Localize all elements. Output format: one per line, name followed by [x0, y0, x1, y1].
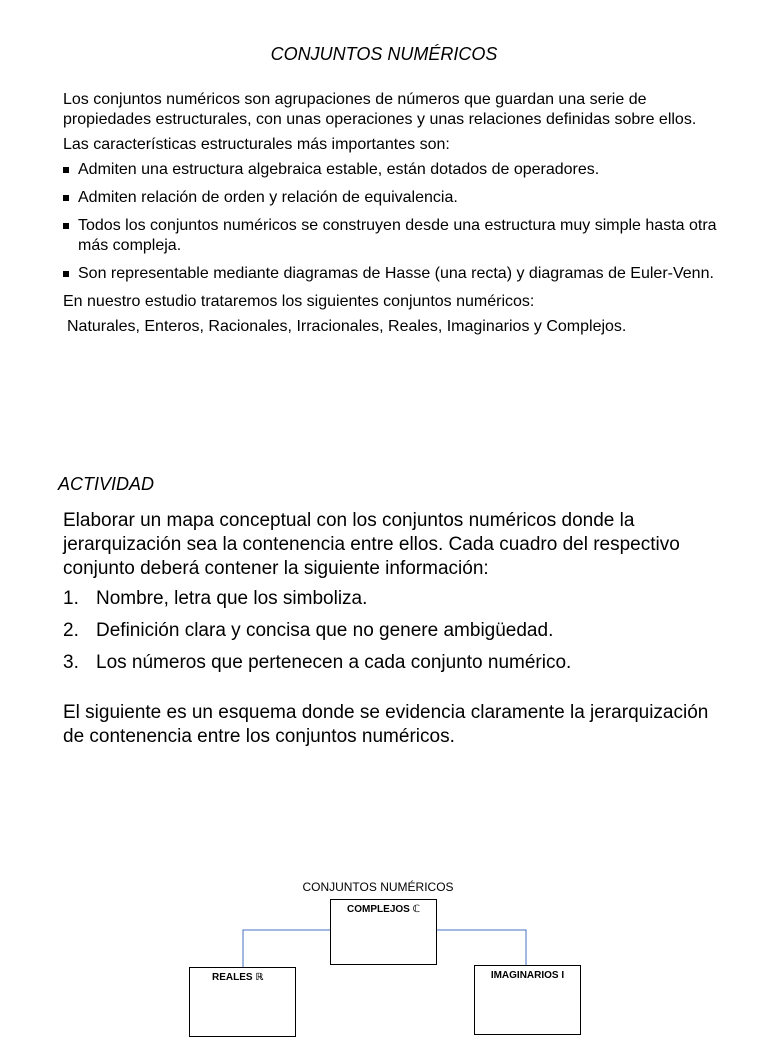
- imaginarios-label: IMAGINARIOS I: [490, 970, 565, 981]
- list-item: Admiten relación de orden y relación de equivalencia.: [63, 188, 723, 208]
- characteristics-list: [63, 160, 723, 284]
- complejos-box: [330, 899, 437, 965]
- step-text: Los números que pertenecen a cada conjunto numérico.: [96, 652, 572, 673]
- imaginarios-box: [474, 965, 581, 1035]
- list-item: Admiten una estructura algebraica estable, están dotados de operadores.: [63, 160, 723, 180]
- list-item: Todos los conjuntos numéricos se construyen desde una estructura muy simple hasta otra más compleja.: [63, 216, 723, 256]
- list-item: [63, 587, 723, 611]
- reales-label: REALES ℝ: [212, 972, 264, 983]
- page-title: CONJUNTOS NUMÉRICOS: [270, 44, 498, 64]
- list-item: Son representable mediante diagramas de Hasse (una recta) y diagramas de Euler-Venn.: [63, 264, 723, 284]
- step-text: Definición clara y concisa que no genere ambigüedad.: [96, 620, 554, 641]
- sets-line: Naturales, Enteros, Racionales, Irracionales, Reales, Imaginarios y Complejos.: [67, 318, 627, 335]
- step-number: 1.: [63, 588, 79, 609]
- connector-line-reales: [243, 930, 330, 967]
- step-number: 2.: [63, 620, 79, 641]
- step-number: 3.: [63, 652, 79, 673]
- activity-instruction: Elaborar un mapa conceptual con los conjuntos numéricos donde la jerarquización sea la contenencia entre ellos. Cada cuadro del respectivo conjunto deberá contener la siguiente información:: [63, 510, 680, 579]
- list-item: [63, 619, 723, 643]
- sets-diagram: [0, 870, 768, 1024]
- diagram-title: CONJUNTOS NUMÉRICOS: [302, 880, 454, 894]
- connector-line-imaginarios: [437, 930, 526, 965]
- complejos-label: COMPLEJOS ℂ: [347, 904, 420, 915]
- list-item: [63, 651, 723, 675]
- activity-heading: ACTIVIDAD: [58, 474, 155, 494]
- step-text: Nombre, letra que los simboliza.: [96, 588, 368, 609]
- intro-paragraph-2: Las características estructurales más importantes son:: [63, 136, 450, 153]
- scheme-intro: El siguiente es un esquema donde se evidencia claramente la jerarquización de contenencia entre los conjuntos numéricos.: [63, 702, 709, 747]
- activity-steps: [63, 587, 723, 675]
- activity-section: [63, 509, 723, 749]
- intro-section: [63, 90, 723, 342]
- reales-box: [189, 967, 296, 1037]
- intro-paragraph-1: Los conjuntos numéricos son agrupaciones de números que guardan una serie de propiedades estructurales, con unas operaciones y unas relaciones definidas sobre ellos.: [63, 91, 697, 128]
- intro-paragraph-3: En nuestro estudio trataremos los siguientes conjuntos numéricos:: [63, 293, 535, 310]
